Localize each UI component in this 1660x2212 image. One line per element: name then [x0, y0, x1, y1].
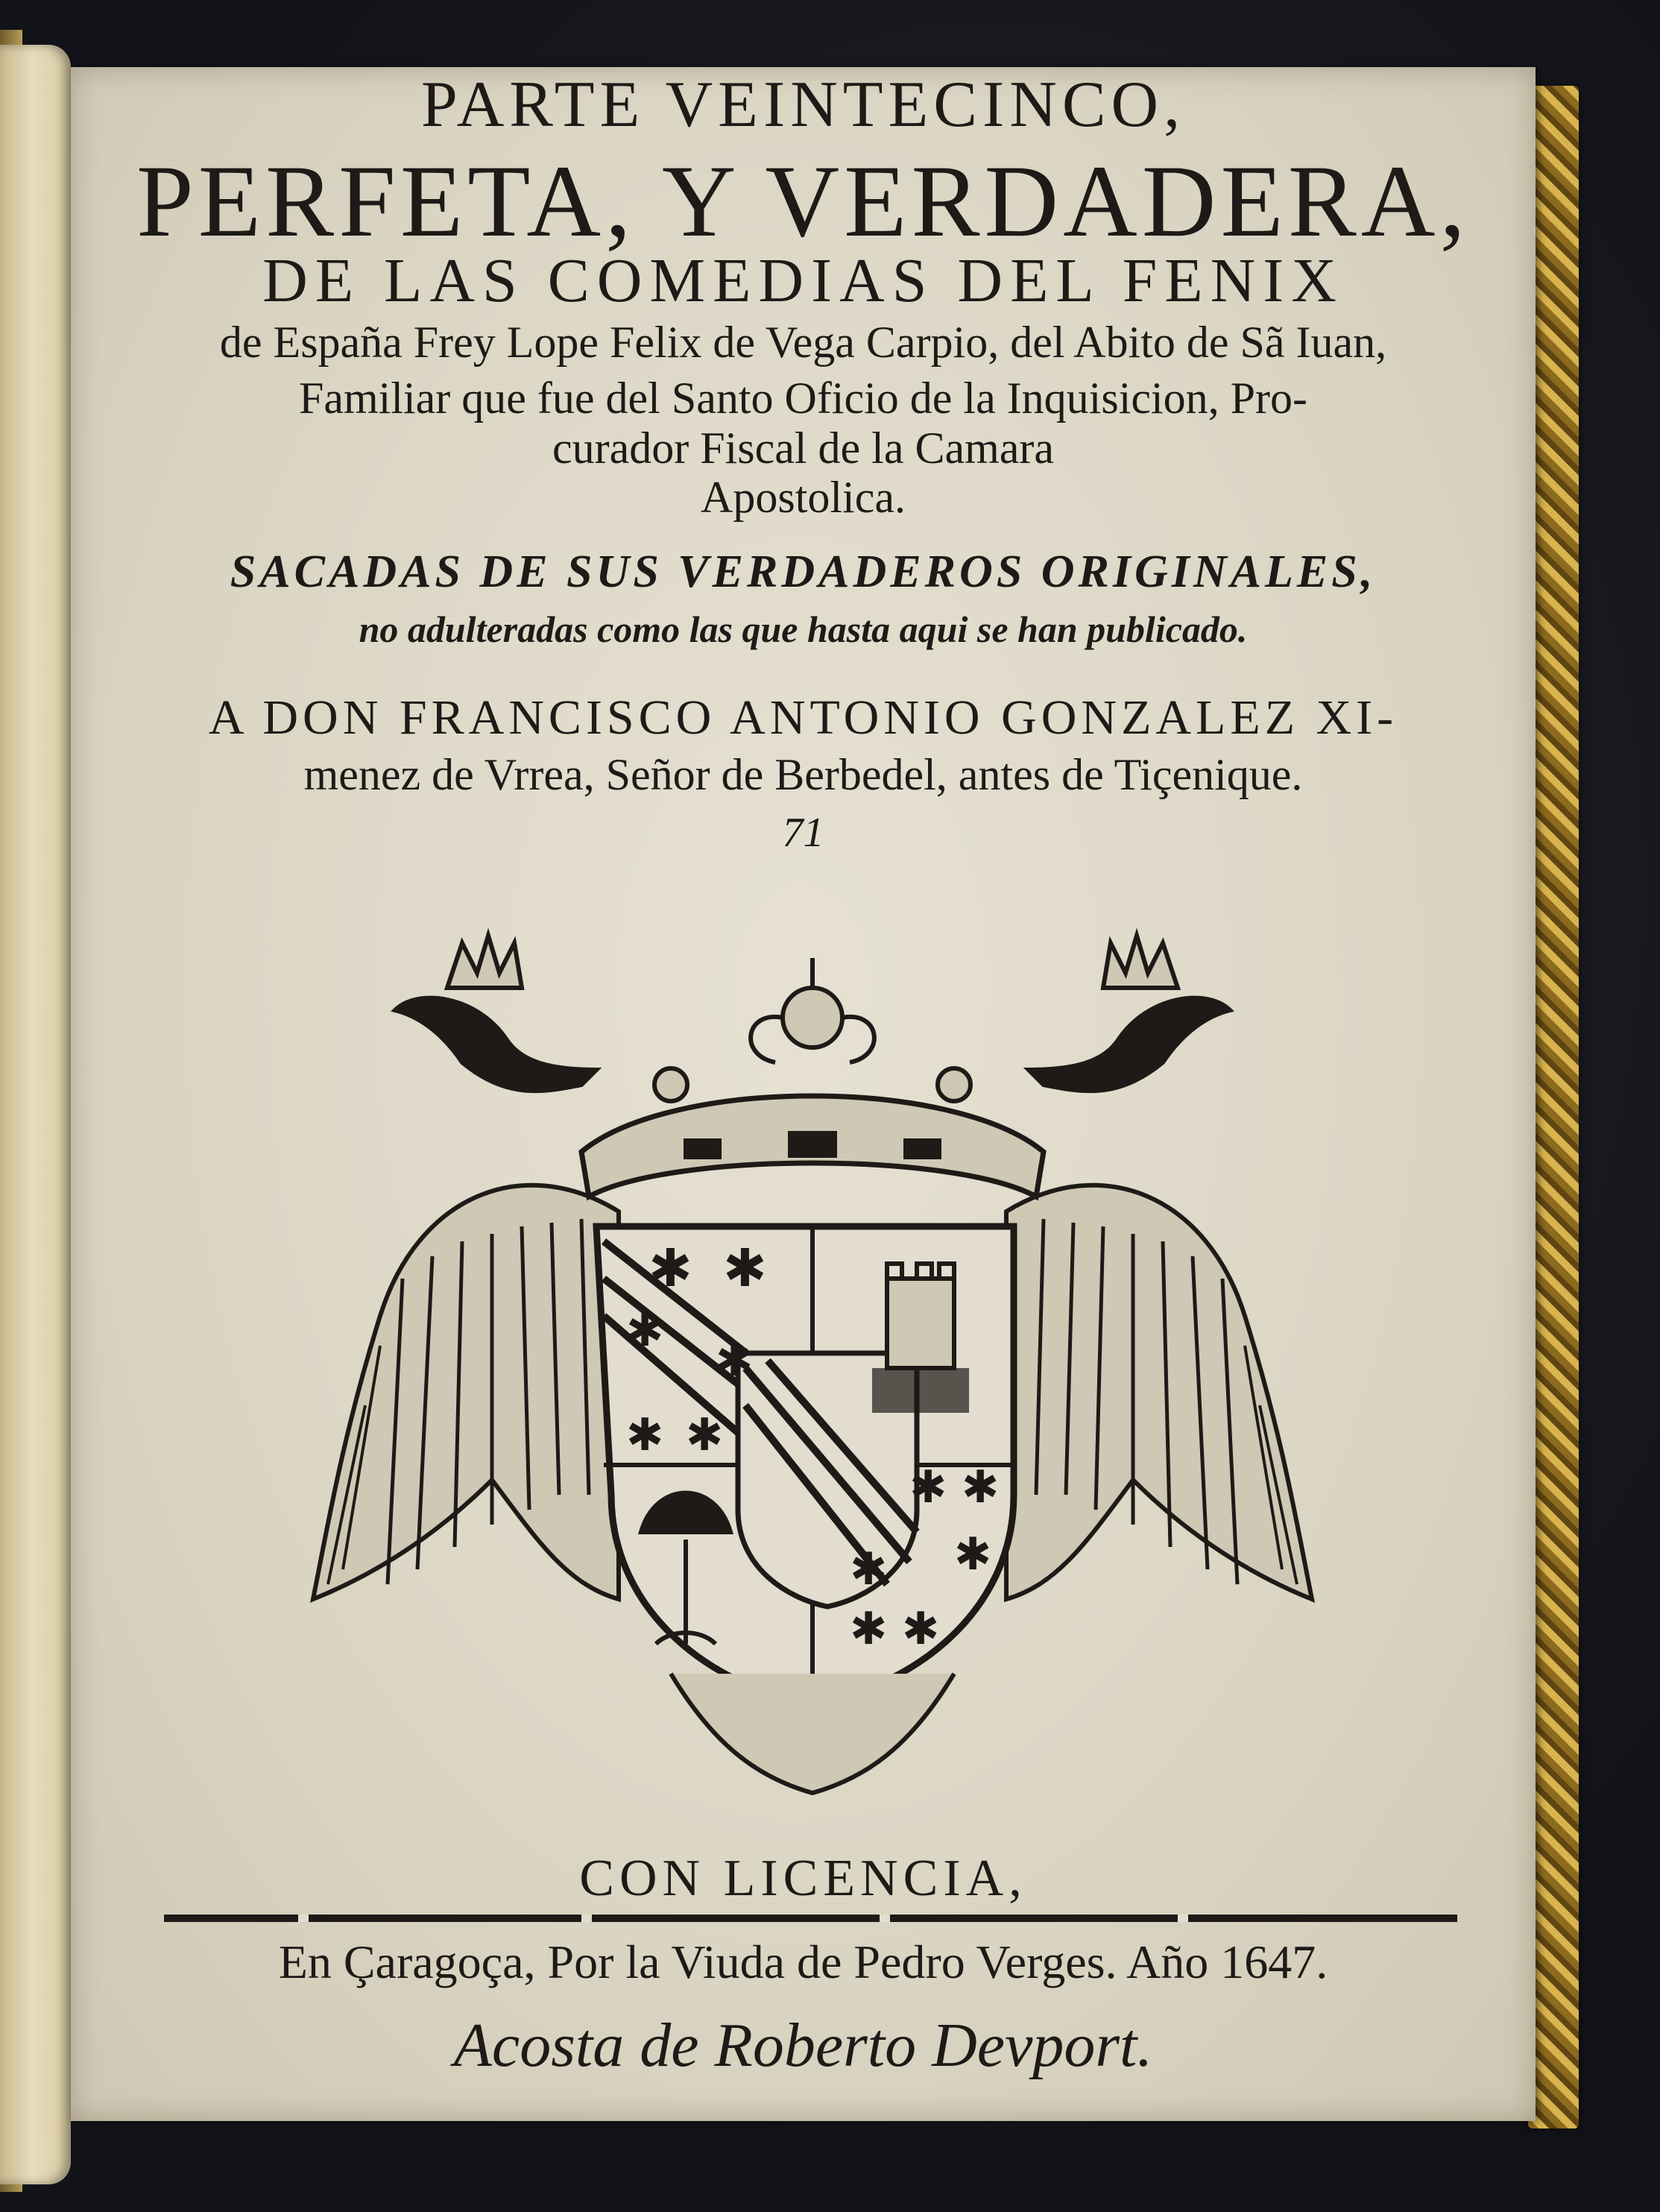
decorative-rule — [164, 1912, 1457, 1924]
left-wing — [313, 1185, 619, 1599]
author-line-4: Apostolica. — [701, 473, 906, 522]
facing-page-edge — [0, 45, 71, 2184]
imprint-line: En Çaragoça, Por la Viuda de Pedro Verges. Año 1647. — [278, 1935, 1328, 1988]
svg-text:✱: ✱ — [909, 1461, 947, 1513]
crown — [581, 958, 1044, 1197]
svg-text:✱: ✱ — [716, 1335, 754, 1387]
svg-text:✱: ✱ — [626, 1409, 664, 1461]
svg-text:✱: ✱ — [723, 1238, 767, 1299]
svg-text:✱: ✱ — [954, 1528, 992, 1581]
svg-text:✱: ✱ — [850, 1543, 888, 1595]
subtitle-sacadas: SACADAS DE SUS VERDADEROS ORIGINALES, — [230, 546, 1377, 597]
owner-inscription: Acosta de Roberto Devport. — [453, 2011, 1153, 2080]
author-line-2: Familiar que fue del Santo Oficio de la Inquisicion, Pro- — [298, 374, 1308, 423]
page-number: 71 — [782, 810, 824, 856]
svg-text:✱: ✱ — [962, 1461, 1000, 1513]
left-eagle-head — [395, 936, 596, 1091]
coat-of-arms-woodcut — [298, 928, 1327, 1800]
svg-text:✱: ✱ — [626, 1305, 664, 1357]
right-eagle-head — [1029, 936, 1230, 1091]
svg-text:✱: ✱ — [686, 1409, 724, 1461]
title-line-perfeta: PERFETA, Y VERDADERA, — [136, 144, 1470, 258]
title-line-parte: PARTE VEINTECINCO, — [420, 69, 1186, 141]
svg-text:✱: ✱ — [648, 1238, 692, 1299]
author-line-1: de España Frey Lope Felix de Vega Carpio, del Abito de Sã Iuan, — [219, 318, 1387, 367]
right-wing — [1006, 1185, 1312, 1599]
dedication-line-2: menez de Vrrea, Señor de Berbedel, antes de Tiçenique. — [303, 750, 1303, 799]
svg-text:✱: ✱ — [902, 1603, 940, 1655]
eagle-tail — [671, 1674, 954, 1793]
title-line-comedias: DE LAS COMEDIAS DEL FENIX — [262, 246, 1344, 315]
dedication-line-1: A DON FRANCISCO ANTONIO GONZALEZ XI- — [208, 690, 1398, 745]
subtitle-adulteradas: no adulteradas como las que hasta aqui se han publicado. — [359, 608, 1248, 650]
gilt-page-edges — [1528, 86, 1579, 2129]
author-line-3: curador Fiscal de la Camara — [552, 423, 1055, 473]
licence-line: CON LICENCIA, — [579, 1850, 1027, 1907]
svg-text:✱: ✱ — [850, 1603, 888, 1655]
